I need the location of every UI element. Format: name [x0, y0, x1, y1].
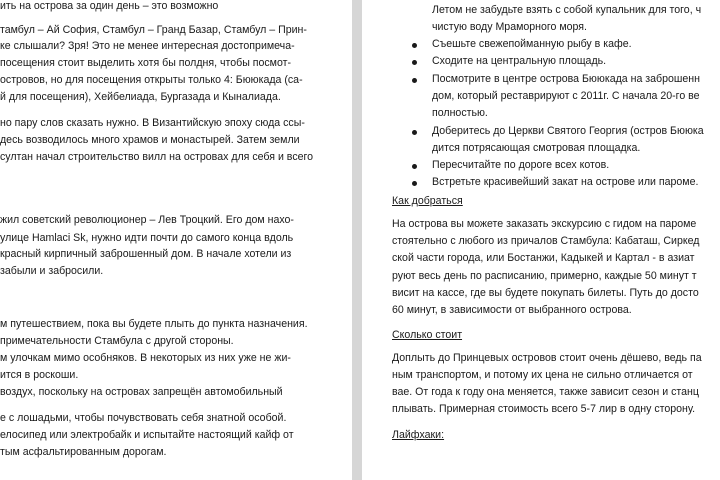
text-line: ится в роскоши.	[0, 369, 79, 381]
list-item: Встретьте красивейший закат на острове или пароме.	[432, 176, 699, 188]
text-line: воздух, поскольку на островах запрещён автомобильный	[0, 386, 283, 398]
list-item: Доберитесь до Церкви Святого Георгия (остров Бююка	[432, 125, 704, 137]
section-heading-cost: Сколько стоит	[392, 329, 463, 341]
text-line: й для посещения), Хейбелиада, Бургазада и Кыналиада.	[0, 91, 281, 103]
left-document-page	[0, 0, 352, 480]
text-line: красный кирпичный заброшенный дом. В начале хотели из	[0, 248, 292, 260]
text-line: десь возводилось много храмов и монастырей. Затем земли	[0, 134, 300, 146]
text-line: тым асфальтированным дорогам.	[0, 446, 167, 458]
list-item: Летом не забудьте взять с собой купальник для того, ч	[432, 4, 702, 16]
text-line: 60 минут, в зависимости от выбранного острова.	[392, 304, 632, 316]
section-heading-tips: Лайфхаки:	[392, 429, 445, 441]
list-item: Сходите на центральную площадь.	[432, 55, 607, 67]
text-line: жил советский революционер – Лев Троцкий. Его дом нахо-	[0, 214, 294, 226]
text-line: висит на кассе, где вы будете покупать билеты. Путь до досто	[392, 287, 699, 299]
text-line: ить на острова за один день – это возможно	[0, 0, 219, 12]
bullet-dot	[412, 130, 417, 135]
list-item: Пересчитайте по дороге всех котов.	[432, 159, 610, 171]
text-line: султан начал строительство вилл на островах для себя и всего	[0, 151, 314, 163]
text-line: примечательности Стамбула с другой стороны.	[0, 335, 234, 347]
bullet-dot	[412, 60, 417, 65]
text-line: м путешествием, пока вы будете плыть до пункта назначения.	[0, 318, 308, 330]
text-line: ской части города, или Бостанжи, Кадыкей и Картал - в азиат	[392, 252, 695, 264]
text-line: посещения стоит выделить хотя бы полдня, чтобы посмот-	[0, 57, 292, 69]
bullet-dot	[412, 43, 417, 48]
text-line: руют весь день по расписанию, примерно, каждые 50 минут т	[392, 270, 697, 282]
list-item-continuation: дится потрясающая смотровая площадка.	[432, 142, 641, 154]
text-line: ке слышали? Зря! Это не менее интересная достопримеча-	[0, 40, 295, 52]
text-line: На острова вы можете заказать экскурсию с гидом на пароме	[392, 218, 697, 230]
text-line: улице Hamlaci Sk, нужно идти почти до самого конца вдоль	[0, 232, 294, 244]
text-line: елосипед или электробайк и испытайте настоящий кайф от	[0, 429, 294, 441]
text-line: м улочкам мимо особняков. В некоторых из них уже не жи-	[0, 352, 291, 364]
bullet-dot	[412, 164, 417, 169]
bullet-dot	[412, 78, 417, 83]
list-item-continuation: дом, который реставрируют с 2011г. С начала 20-го ве	[432, 90, 700, 102]
text-line: но пару слов сказать нужно. В Византийскую эпоху сюда ссы-	[0, 117, 305, 129]
text-line: стоятельно с любого из причалов Стамбула: Кабаташ, Сиркед	[392, 235, 700, 247]
list-item: Съешьте свежепойманную рыбу в кафе.	[432, 38, 632, 50]
list-item-continuation: чистую воду Мраморного моря.	[432, 21, 587, 33]
text-line: вае. От года к году она меняется, также зависит сезон и станц	[392, 386, 699, 398]
bullet-dot	[412, 181, 417, 186]
text-line: Доплыть до Принцевых островов стоит очень дёшево, ведь па	[392, 352, 702, 364]
text-line: островов, но для посещения открыты только 4: Бююкада (са-	[0, 74, 303, 86]
list-item: Посмотрите в центре острова Бююкада на заброшенн	[432, 73, 700, 85]
text-line: е с лошадьми, чтобы почувствовать себя знатной особой.	[0, 412, 287, 424]
right-document-page	[362, 0, 720, 480]
text-line: ным транспортом, и потому их цена не сильно отличается от	[392, 369, 693, 381]
text-line: плывать. Примерная стоимость всего 5-7 лир в одну сторону.	[392, 403, 696, 415]
section-heading-how-to-get: Как добраться	[392, 195, 463, 207]
text-line: тамбул – Ай София, Стамбул – Гранд Базар, Стамбул – Прин-	[0, 24, 307, 36]
list-item-continuation: полностью.	[432, 107, 488, 119]
text-line: забыли и забросили.	[0, 265, 104, 277]
